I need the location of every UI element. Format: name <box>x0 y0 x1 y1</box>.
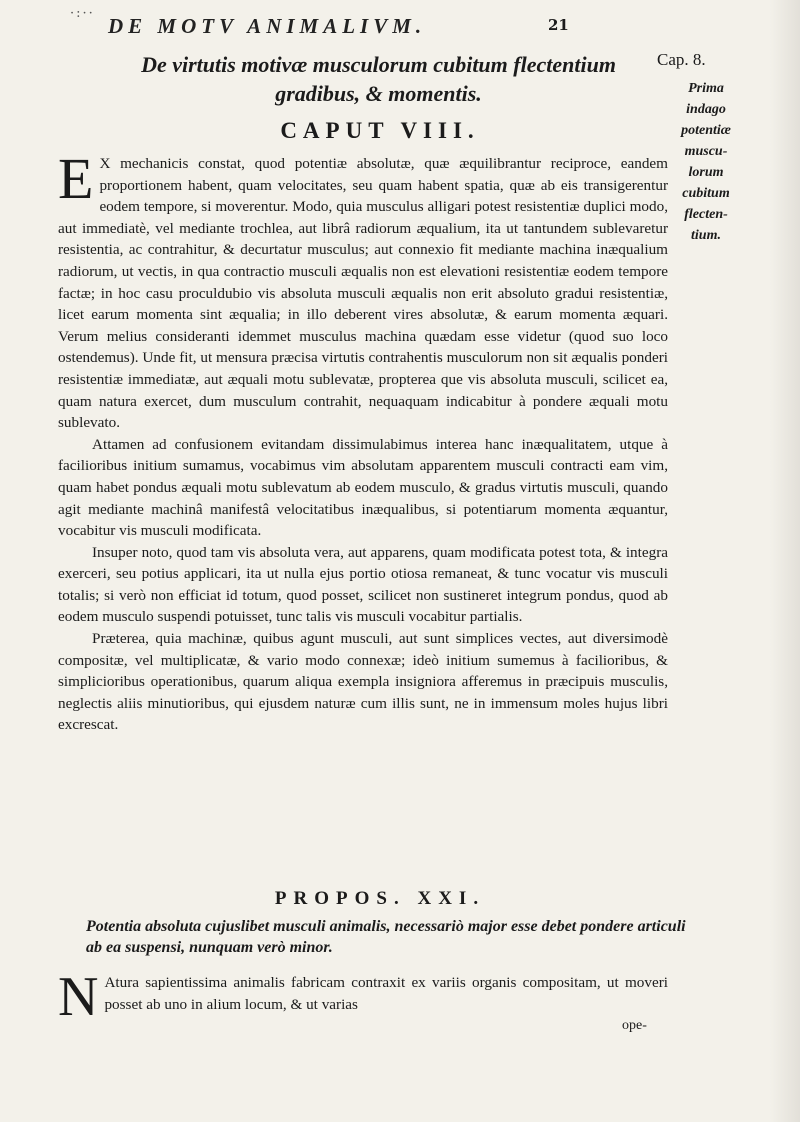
paragraph-text: X mechanicis constat, quod potentiæ absolutæ, quæ æquilibrantur reciproce, eandem proportionem habent, quam velocitates, seu quam habent spatia, quæ ab eis transigerentur eodem tempore, si moverentur. Modo, quia musculus alligari potest resistentiæ duplici modo, aut immediatè, vel mediante trochlea, aut librâ radiorum æqualium, ita ut tantundem sublevaretur resistentia, ac contrahitur, & decurtatur musculus; aut connexio fit mediante machina inæqualium radiorum, ut vectis, in qua contractio musculi æqualis non est elevationi resistentiæ eodem tempore factæ; in hoc casu proculdubio vis absoluta musculi æqualis non erit absoluto gradui resistentiæ, licet earum momenta sint æqualia; in illo deberent vires absolutæ, & earum momenta æquari. Verum melius consideranti idemmet musculus machina quædam esse videtur (quod suo loco ostendemus). Unde fit, ut mensura præcisa virtutis contrahentis musculorum non sit æqualis ponderi resistentiæ immediatæ, aut æquali motu sublevatæ, propterea que vis absoluta musculi, scilicet ea, quam natura exercet, dum musculum contrahit, nequaquam indicabitur à pondere æquali motu sublevato. <box>58 155 668 432</box>
proposition-text: Atura sapientissima animalis fabricam contraxit ex variis organis compositam, ut moveri posset ab uno in alium locum, & ut varias <box>104 974 668 1013</box>
margin-note: tium. <box>691 228 721 243</box>
margin-note: indago <box>686 102 726 117</box>
margin-note: flecten- <box>684 207 728 222</box>
chapter-title <box>96 50 661 108</box>
margin-note: Prima <box>688 81 724 96</box>
page-number: 21 <box>548 16 569 34</box>
page-edge-shadow <box>770 0 800 1122</box>
chapter-title-line: De virtutis motivæ musculorum cubitum flectentium <box>141 52 616 77</box>
corner-ornament: ·:·· <box>70 6 95 21</box>
drop-cap: E <box>58 146 94 211</box>
chapter-body <box>58 146 668 736</box>
running-title: DE MOTV ANIMALIVM. <box>108 14 427 38</box>
catchword: ope- <box>622 1018 647 1033</box>
proposition-title: Potentia absoluta cujuslibet musculi animalis, necessariò major esse debet pondere articuli ab ea suspensi, nunquam verò minor. <box>86 918 686 956</box>
margin-notes <box>666 78 746 246</box>
paragraph: Insuper noto, quod tam vis absoluta vera, aut apparens, quam modificata potest tota, & integra exerceri, seu potius applicari, ita ut nulla ejus portio otiosa remaneat, & tunc vocatur vis musculi totalis; si verò non efficiat id totum, quod posset, scilicet non sustineret integrum pondus, quod ab eodem musculo suspendi potuisset, tunc talis vis musculi vocabitur partialis. <box>58 543 668 626</box>
drop-cap: N <box>58 966 99 1028</box>
margin-note: muscu- <box>684 144 728 159</box>
margin-note: lorum <box>688 165 724 180</box>
chapter-title-line: gradibus, & momentis. <box>275 81 482 106</box>
margin-chapter-label: Cap. 8. <box>657 50 706 69</box>
margin-note: cubitum <box>682 186 730 201</box>
paragraph: Præterea, quia machinæ, quibus agunt musculi, aut sunt simplices vectes, aut diversimodè compositæ, vel multiplicatæ, & vario modo connexæ; ideò initium sumemus à facilioribus, & simplicioribus operationibus, quarum aliqua exempla insigniora afferemus in præcipuis musculis, neglectis aliis minutioribus, qui ejusdem naturæ cum illis sunt, ne in immensum moles hujus libri excrescat. <box>58 630 668 734</box>
paragraph <box>58 146 668 434</box>
chapter-heading: CAPUT VIII. <box>280 118 480 143</box>
proposition-heading: PROPOS. XXI. <box>274 888 486 909</box>
paragraph: Attamen ad confusionem evitandam dissimulabimus interea hanc inæqualitatem, utque à facilioribus initium sumamus, vocabimus vim absolutam apparentem musculi contracti eam vim, quam habet pondus æquali motu sublevatum ab eodem musculo, & gradus virtutis musculi, quando agit mediante machinâ manifestâ velocitatibus inæqualibus, si potentiarum momenta æquantur, vocabitur vis musculi modificata. <box>58 435 668 540</box>
margin-note: potentiæ <box>681 123 731 138</box>
